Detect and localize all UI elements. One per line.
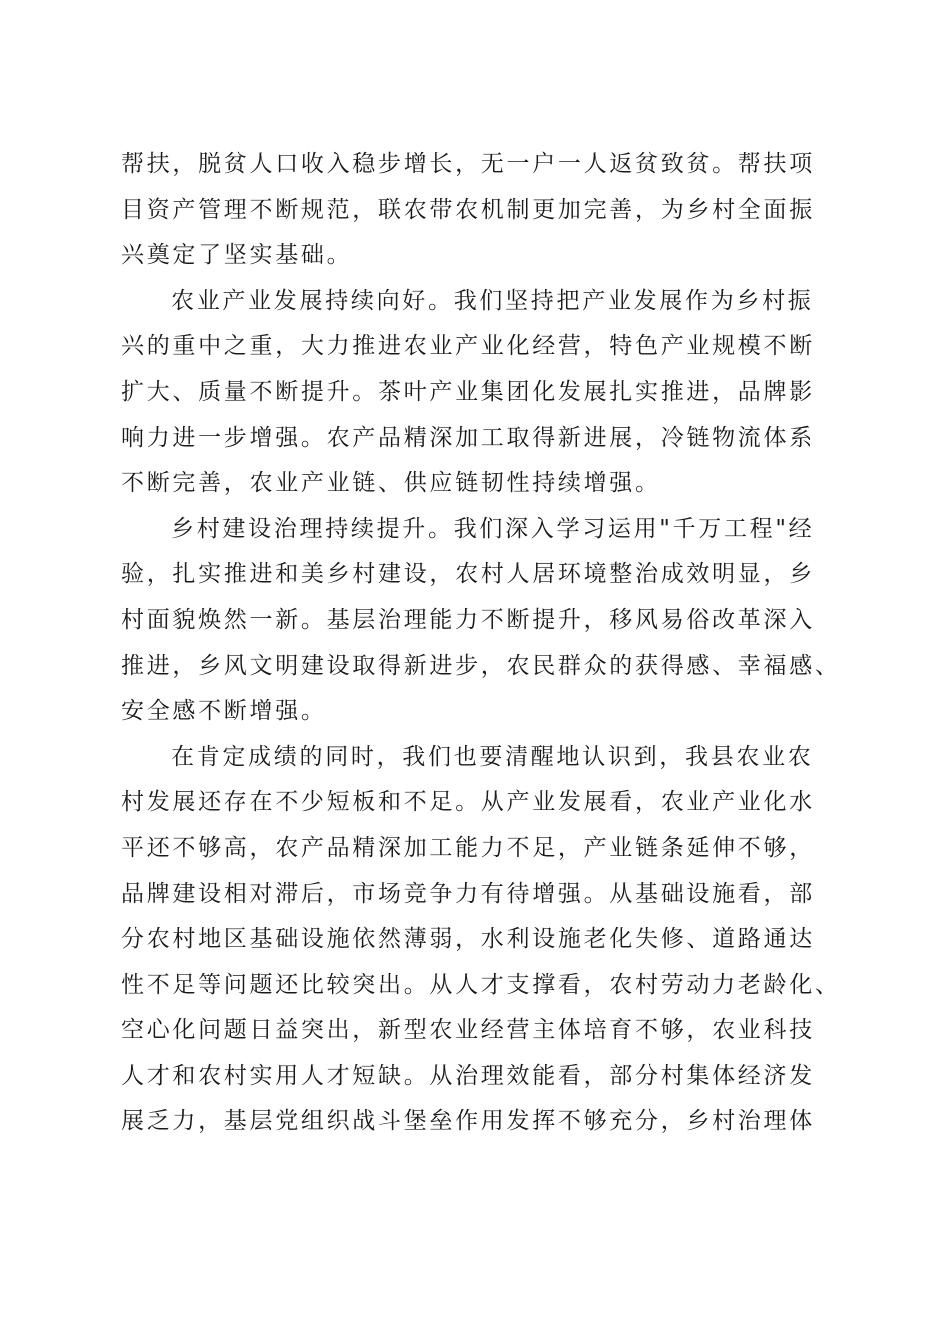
text-line: 兴奠定了坚实基础。 xyxy=(121,242,353,269)
body-text xyxy=(121,142,841,1145)
text-line: 安全感不断增强。 xyxy=(121,698,327,725)
text-line: 目资产管理不断规范，联农带农机制更加完善，为乡村全面振 xyxy=(121,196,815,223)
text-line: 品牌建设相对滞后，市场竞争力有待增强。从基础设施看，部 xyxy=(121,880,815,907)
text-line: 展乏力，基层党组织战斗堡垒作用发挥不够充分，乡村治理体 xyxy=(121,1108,815,1135)
text-line: 推进，乡风文明建设取得新进步，农民群众的获得感、幸福感、 xyxy=(121,652,841,679)
text-line: 分农村地区基础设施依然薄弱，水利设施老化失修、道路通达 xyxy=(121,926,815,953)
paragraph-poverty-assistance xyxy=(121,142,841,279)
text-line: 农业产业发展持续向好。我们坚持把产业发展作为乡村振 xyxy=(171,287,814,314)
text-line: 空心化问题日益突出，新型农业经营主体培育不够，农业科技 xyxy=(121,1017,815,1044)
text-line: 乡村建设治理持续提升。我们深入学习运用"千万工程"经 xyxy=(171,515,815,542)
paragraph-rural-governance xyxy=(121,507,841,735)
text-line: 响力进一步增强。农产品精深加工取得新进展，冷链物流体系 xyxy=(121,424,815,451)
paragraph-shortcomings xyxy=(121,735,841,1145)
paragraph-industry-development xyxy=(121,279,841,507)
text-line: 不断完善，农业产业链、供应链韧性持续增强。 xyxy=(121,470,661,497)
text-line: 性不足等问题还比较突出。从人才支撑看，农村劳动力老龄化、 xyxy=(121,971,841,998)
text-line: 人才和农村实用人才短缺。从治理效能看，部分村集体经济发 xyxy=(121,1062,815,1089)
text-line: 验，扎实推进和美乡村建设，农村人居环境整治成效明显，乡 xyxy=(121,561,815,588)
text-line: 帮扶，脱贫人口收入稳步增长，无一户一人返贫致贫。帮扶项 xyxy=(121,151,815,177)
text-line: 在肯定成绩的同时，我们也要清醒地认识到，我县农业农 xyxy=(171,743,814,770)
text-line: 扩大、质量不断提升。茶叶产业集团化发展扎实推进，品牌影 xyxy=(121,378,815,405)
text-line: 村发展还存在不少短板和不足。从产业发展看，农业产业化水 xyxy=(121,789,815,816)
text-line: 平还不够高，农产品精深加工能力不足，产业链条延伸不够， xyxy=(121,834,815,861)
text-line: 兴的重中之重，大力推进农业产业化经营，特色产业规模不断 xyxy=(121,333,815,360)
text-line: 村面貌焕然一新。基层治理能力不断提升，移风易俗改革深入 xyxy=(121,606,815,633)
